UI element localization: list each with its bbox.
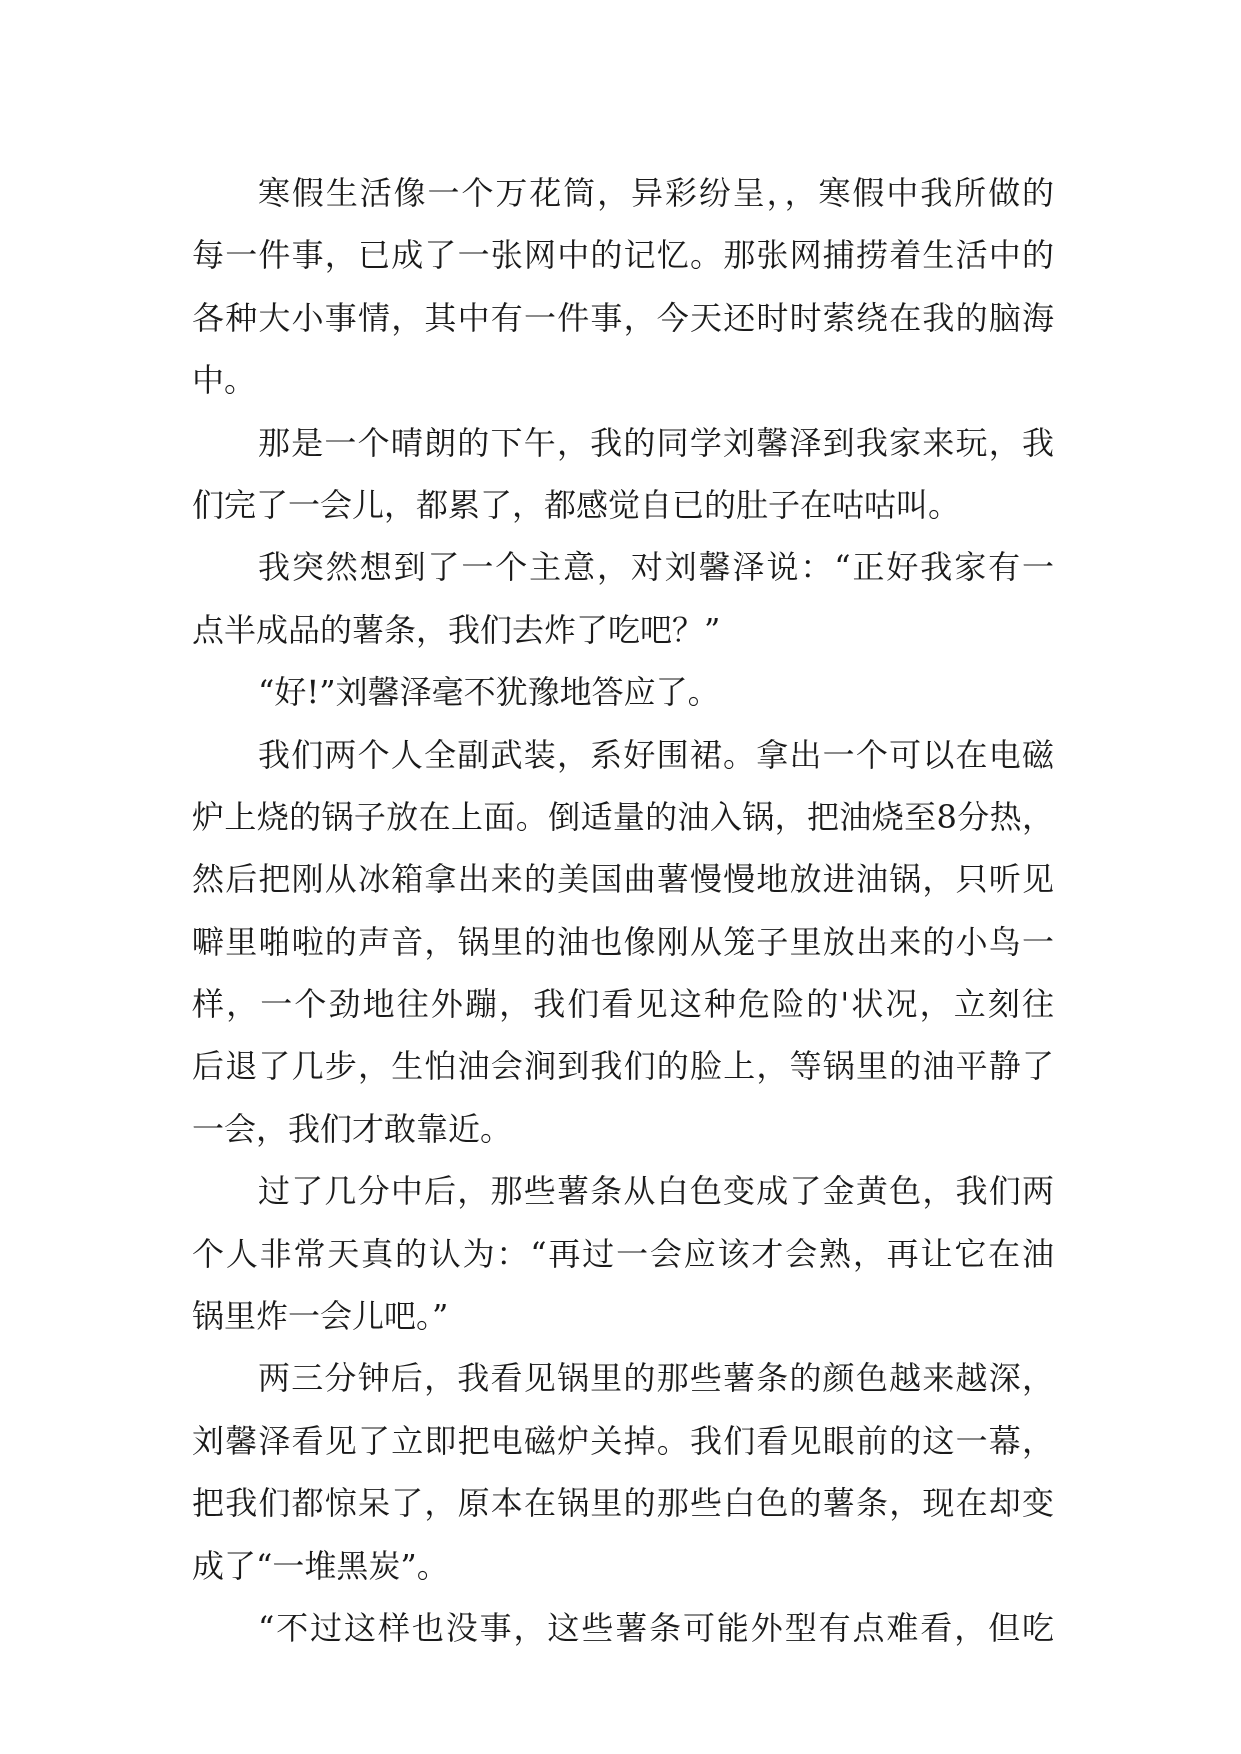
text-line: 每一件事，已成了一张网中的记忆。那张网捕捞着生活中的 (192, 236, 1054, 275)
text-line: 中。 (192, 361, 257, 400)
text-line: 各种大小事情，其中有一件事，今天还时时萦绕在我的脑海 (192, 298, 1054, 337)
paragraph (192, 1347, 1054, 1597)
text-line: 那是一个晴朗的下午，我的同学刘馨泽到我家来玩，我 (258, 423, 1054, 462)
text-line: 一会，我们才敢靠近。 (192, 1109, 513, 1148)
text-line: 然后把刚从冰箱拿出来的美国曲薯慢慢地放进油锅，只听见 (192, 860, 1054, 899)
text-line: 刘馨泽看见了立即把电磁炉关掉。我们看见眼前的这一幕， (192, 1421, 1054, 1460)
paragraph (192, 724, 1054, 1161)
paragraph (192, 661, 1054, 723)
paragraph (192, 162, 1054, 412)
text-line: 个人非常天真的认为：“再过一会应该才会熟，再让它在油 (192, 1234, 1054, 1273)
text-line: 寒假生活像一个万花筒，异彩纷呈，，寒假中我所做的 (258, 174, 1054, 212)
text-line: 过了几分中后，那些薯条从白色变成了金黄色，我们两 (258, 1172, 1054, 1211)
text-line: 噼里啪啦的声音，锅里的油也像刚从笼子里放出来的小鸟一 (192, 922, 1054, 961)
text-line: 点半成品的薯条，我们去炸了吃吧？” (192, 610, 721, 649)
text-line: 后退了几步，生怕油会涧到我们的脸上，等锅里的油平静了 (192, 1047, 1054, 1086)
text-line: 样，一个劲地往外蹦，我们看见这种危险的'状况，立刻往 (192, 985, 1054, 1024)
text-line: 我们两个人全副武装，系好围裙。拿出一个可以在电磁 (258, 735, 1054, 774)
paragraph (192, 536, 1054, 661)
text-line: 两三分钟后，我看见锅里的那些薯条的颜色越来越深， (258, 1359, 1054, 1398)
text-line: 成了“一堆黑炭”。 (192, 1546, 449, 1585)
text-line: 锅里炸一会儿吧。” (192, 1297, 449, 1336)
paragraph (192, 1160, 1054, 1347)
text-line: “不过这样也没事，这些薯条可能外型有点难看，但吃 (258, 1608, 1054, 1647)
essay-body (192, 162, 1054, 1659)
paragraph (192, 1597, 1054, 1659)
text-line: “好!”刘馨泽毫不犹豫地答应了。 (258, 673, 720, 712)
text-line: 我突然想到了一个主意，对刘馨泽说：“正好我家有一 (258, 548, 1054, 587)
text-line: 炉上烧的锅子放在上面。倒适量的油入锅，把油烧至8分热， (192, 797, 1054, 836)
text-line: 把我们都惊呆了，原本在锅里的那些白色的薯条，现在却变 (192, 1484, 1054, 1523)
text-line: 们完了一会儿，都累了，都感觉自已的肚子在咕咕叫。 (192, 485, 961, 524)
paragraph (192, 412, 1054, 537)
